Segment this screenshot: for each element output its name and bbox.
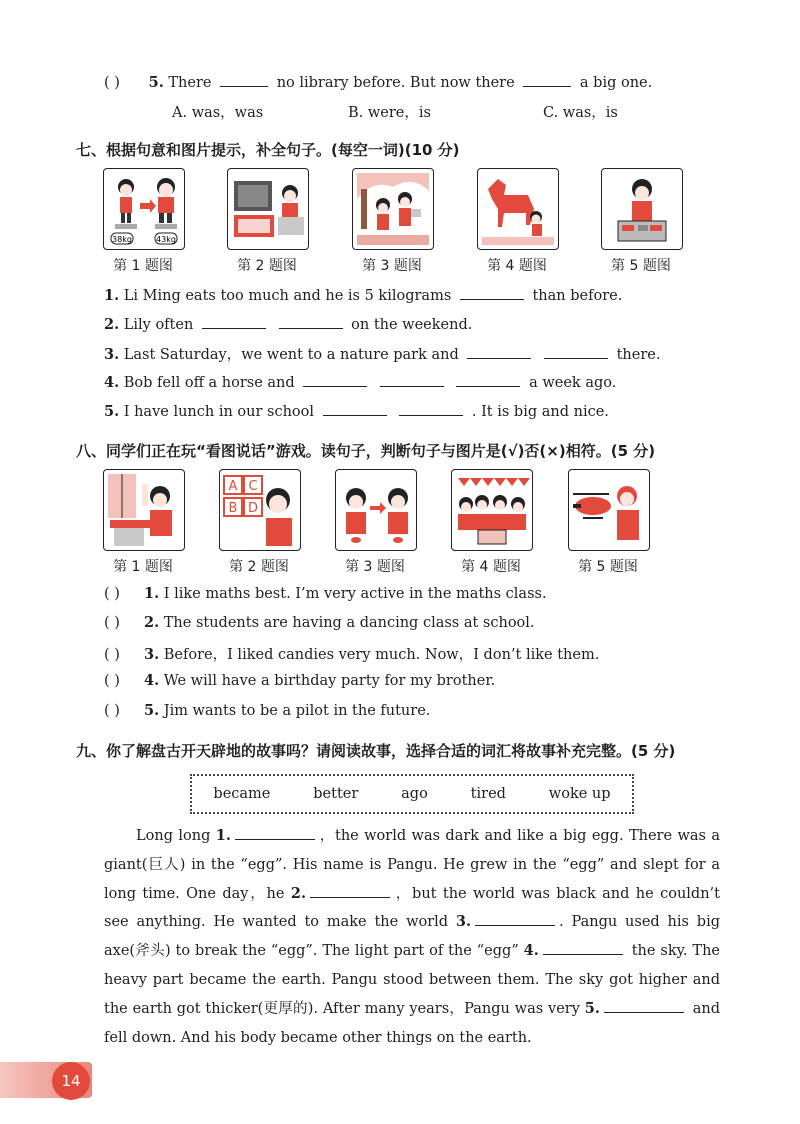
scale-label-2: 43kg [156,235,176,244]
blank-number: 5. [584,999,600,1017]
option-b[interactable]: B. were，is [348,105,431,121]
answer-blank[interactable] [544,344,608,359]
s7-question-1 [104,285,622,304]
answer-blank[interactable] [279,314,343,329]
letter-b: B [228,501,238,516]
item-number: 4. [144,672,160,689]
question-text: than before. [532,288,623,304]
question-5-line [104,72,652,91]
word-option[interactable]: ago [401,786,428,802]
story-passage [104,822,720,1052]
caption-pic-4: 第 4 题图 [461,559,521,575]
question-text: there. [616,347,661,363]
question-text: I have lunch in our school [123,404,315,420]
question-number: 5. [104,403,120,420]
question-number: 4. [104,374,120,391]
picture-watching-tv [227,168,309,250]
caption-pic-5: 第 5 题图 [578,559,638,575]
question-text-b: no library before. But now there [276,75,515,91]
scale-label-1: 38kg [112,235,132,244]
caption-pic-2: 第 2 题图 [237,258,297,274]
section-8-heading: 八、同学们正在玩“看图说话”游戏。读句子，判断句子与图片是(√)否(×)相符。(5 分) [76,442,656,460]
caption-pic-4: 第 4 题图 [487,258,547,274]
s8-item-3 [104,643,599,664]
answer-blank[interactable] [460,285,524,300]
blank-number: 3. [455,913,472,931]
picture-abcd-boy [219,469,301,551]
answer-blank[interactable] [380,372,444,387]
story-text: ，the world was dark and like a big egg. There was a giant(巨人) in the “egg”. His name is Pangu. He grew in the “egg” and slept for a long time. One day，he [104,828,721,902]
picture-school-lunch [601,168,683,250]
answer-blank[interactable] [475,911,555,926]
question-number: 3. [104,346,120,363]
page-number: 14 [52,1062,90,1100]
answer-blank[interactable] [323,401,387,416]
picture-candies [335,469,417,551]
picture-pilot [568,469,650,551]
answer-blank[interactable] [202,314,266,329]
section-9-heading: 九、你了解盘古开天辟地的故事吗？请阅读故事，选择合适的词汇将故事补充完整。(5 分) [76,742,676,760]
answer-blank[interactable] [456,372,520,387]
caption-pic-1: 第 1 题图 [113,559,173,575]
answer-blank[interactable] [523,72,571,87]
answer-blank[interactable] [303,372,367,387]
question-text: a week ago. [529,375,617,391]
picture-nature-park [352,168,434,250]
item-number: 3. [144,646,160,663]
word-option[interactable]: became [213,786,271,802]
answer-paren[interactable]: ( ) [104,673,120,689]
answer-paren[interactable]: ( ) [104,586,120,602]
answer-blank[interactable] [604,998,684,1013]
question-number: 1. [104,287,120,304]
option-a[interactable]: A. was，was [172,105,264,121]
question-text: on the weekend. [351,317,473,333]
s8-item-2 [104,614,535,631]
item-text: We will have a birthday party for my brother. [163,673,496,689]
letter-c: C [248,479,258,494]
caption-pic-2: 第 2 题图 [229,559,289,575]
s8-item-4 [104,672,495,689]
answer-paren[interactable]: ( ) [104,615,120,631]
story-text: ，but the world was black and he couldn’t see anything. He wanted to make the world [104,885,720,931]
question-text: Bob fell off a horse and [123,375,295,391]
caption-pic-5: 第 5 题图 [611,258,671,274]
picture-maths-class [103,469,185,551]
caption-pic-1: 第 1 题图 [113,258,173,274]
s8-item-5 [104,702,430,719]
s7-question-3 [104,343,660,364]
word-option[interactable]: woke up [548,786,611,802]
answer-blank[interactable] [467,344,531,359]
s7-question-2 [104,314,472,333]
s7-question-4 [104,372,616,391]
option-c[interactable]: C. was，is [543,105,618,121]
letter-d: D [247,501,259,516]
item-number: 2. [144,614,160,631]
answer-blank[interactable] [543,940,623,955]
answer-paren[interactable]: ( ) [104,703,120,719]
answer-blank[interactable] [235,825,315,840]
section-7-heading: 七、根据句意和图片提示，补全句子。(每空一词)(10 分) [76,141,460,159]
item-text: I like maths best. I’m very active in the maths class. [163,586,547,602]
item-text: Jim wants to be a pilot in the future. [163,703,431,719]
story-text: the sky. The heavy part became the earth. Pangu stood between them. The sky got higher and the earth got thicker(更厚的). After many years，Pangu was very [104,943,720,1017]
story-text: and fell down. And his body became other things on the earth. [104,1000,720,1046]
question-number: 5. [148,74,164,91]
s7-question-5 [104,401,609,420]
answer-paren[interactable]: ( ) [104,647,120,663]
story-text: . Pangu used his big axe(斧头) to break the “egg”. The light part of the “egg” [104,914,720,960]
word-bank [190,774,634,814]
story-text: Long long [136,828,211,844]
picture-scale-weights [103,168,185,250]
item-text: Before，I liked candies very much. Now，I don’t like them. [163,647,600,663]
question-text: Li Ming eats too much and he is 5 kilograms [123,288,452,304]
question-number: 2. [104,316,120,333]
word-option[interactable]: better [313,786,359,802]
answer-blank[interactable] [310,883,390,898]
picture-birthday-party [451,469,533,551]
word-option[interactable]: tired [470,786,506,802]
picture-horse [477,168,559,250]
answer-blank[interactable] [399,401,463,416]
letter-a: A [228,479,238,494]
question-text: Last Saturday，we went to a nature park and [123,347,459,363]
blank-number: 1. [215,827,231,844]
answer-paren: ( ) [104,75,120,91]
item-text: The students are having a dancing class at school. [163,615,535,631]
blank-number: 2. [290,884,306,902]
blank-number: 4. [523,942,539,960]
item-number: 1. [144,585,160,602]
caption-pic-3: 第 3 题图 [362,258,422,274]
answer-blank[interactable] [220,72,268,87]
question-text: Lily often [123,317,194,333]
s8-item-1 [104,585,547,602]
question-text: . It is big and nice. [471,404,609,420]
question-text-c: a big one. [579,75,653,91]
item-number: 5. [144,702,160,719]
caption-pic-3: 第 3 题图 [345,559,405,575]
question-text-a: There [168,75,212,91]
